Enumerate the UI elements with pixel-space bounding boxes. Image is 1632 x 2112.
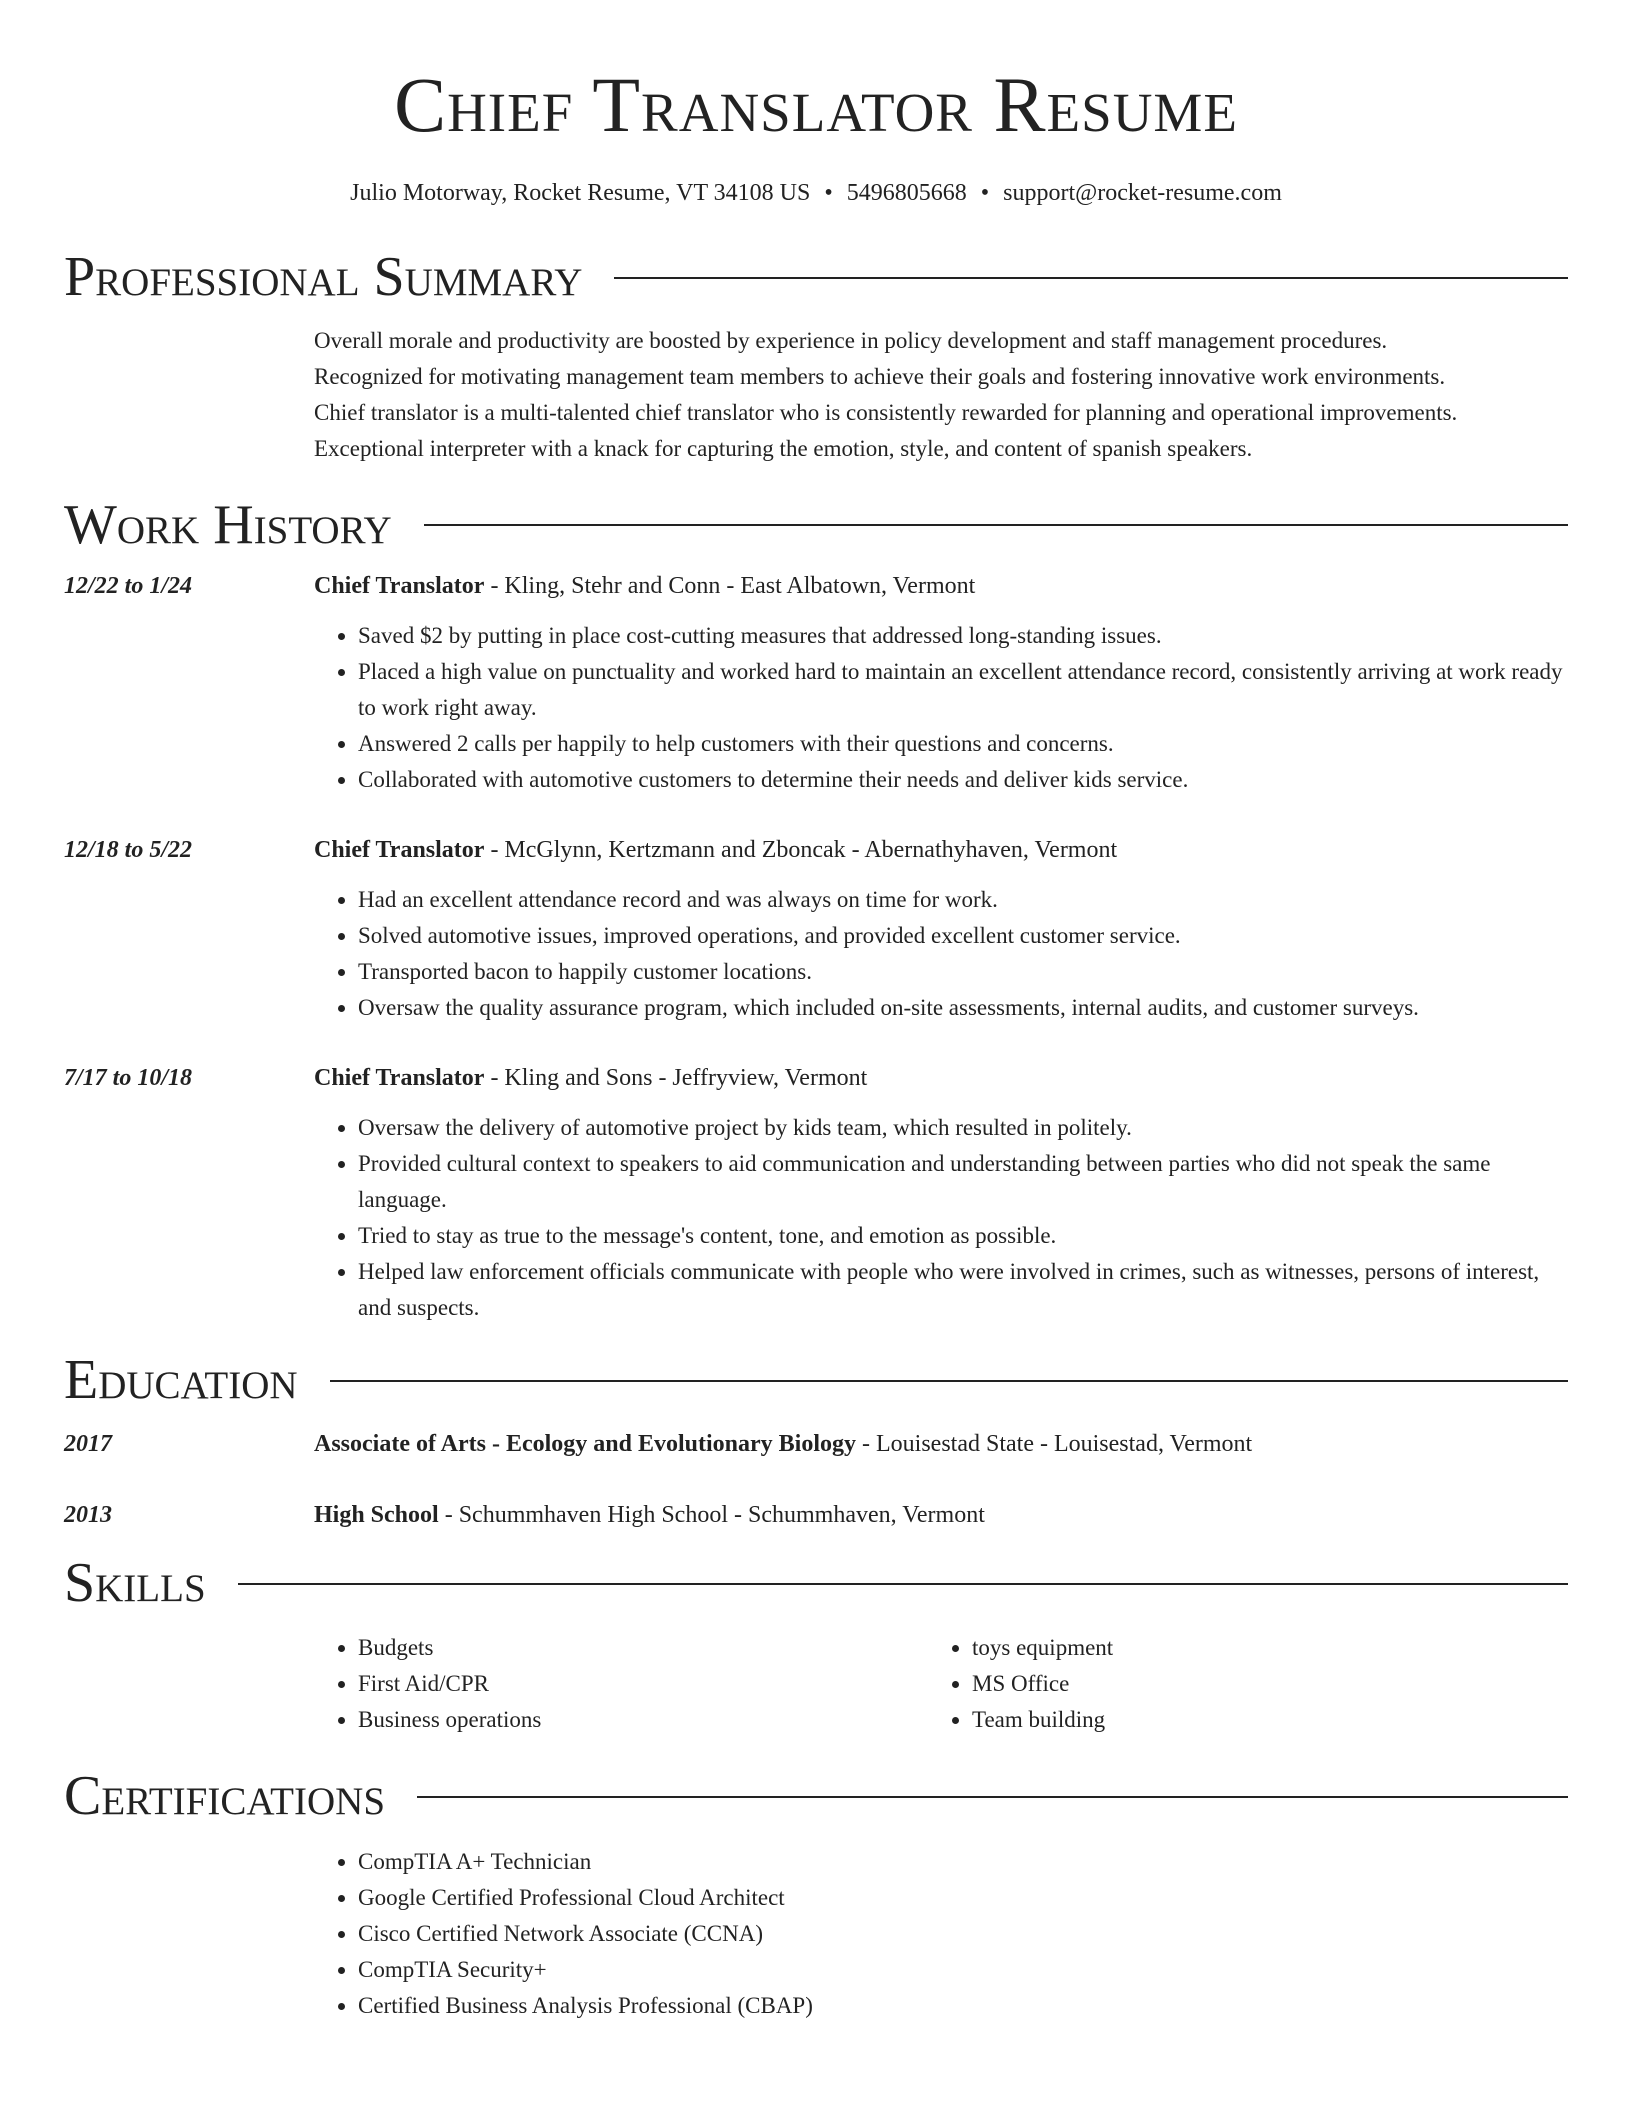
education-details: - Schummhaven High School - Schummhaven, Vermont xyxy=(438,1501,985,1528)
job-bullets xyxy=(314,1110,1568,1326)
education-degree: High School xyxy=(314,1501,439,1528)
section-title-skills: Skills xyxy=(64,1551,206,1614)
job-title-line xyxy=(314,832,1568,868)
job-entry xyxy=(64,568,1568,798)
job-bullets xyxy=(314,618,1568,798)
section-divider xyxy=(417,1796,1568,1798)
job-date: 12/22 to 1/24 xyxy=(64,573,193,600)
job-title: Chief Translator xyxy=(314,573,485,600)
section-divider xyxy=(424,524,1568,526)
job-entry xyxy=(64,1060,1568,1326)
list-item: • Placed a high value on punctuality and worked hard to maintain an excellent attendance record, consistently arriving at work ready to work right away. xyxy=(358,654,1568,726)
certifications-list xyxy=(314,1844,1568,2024)
section-divider xyxy=(238,1583,1568,1585)
skills-list xyxy=(314,1630,1568,1738)
list-item: • Oversaw the quality assurance program, which included on-site assessments, internal audits, and customer surveys. xyxy=(358,990,1568,1026)
section-title-certifications: Certifications xyxy=(64,1765,386,1828)
summary-line: Exceptional interpreter with a knack for capturing the emotion, style, and content of spanish speakers. xyxy=(314,435,1253,461)
summary-text xyxy=(314,323,1568,467)
job-details: - McGlynn, Kertzmann and Zboncak - Abernathyhaven, Vermont xyxy=(484,837,1118,864)
list-item: • Oversaw the delivery of automotive project by kids team, which resulted in politely. xyxy=(358,1110,1568,1146)
education-entry xyxy=(64,1426,1568,1462)
list-item: • toys equipment xyxy=(972,1630,1542,1666)
education-date: 2013 xyxy=(64,1501,112,1528)
section-header-work xyxy=(64,495,1568,557)
list-item: • Collaborated with automotive customers to determine their needs and deliver kids service. xyxy=(358,762,1568,798)
education-details: - Louisestad State - Louisestad, Vermont xyxy=(856,1430,1253,1457)
summary-line: Recognized for motivating management team members to achieve their goals and fostering innovative work environments. xyxy=(314,363,1446,389)
section-header-skills xyxy=(64,1553,1568,1615)
job-details: - Kling and Sons - Jeffryview, Vermont xyxy=(484,1065,868,1092)
summary-line: Overall morale and productivity are boosted by experience in policy development and staff management procedures. xyxy=(314,327,1388,353)
job-title: Chief Translator xyxy=(314,837,485,864)
section-header-education xyxy=(64,1350,1568,1412)
section-header-summary xyxy=(64,247,1568,309)
job-bullets xyxy=(314,882,1568,1026)
job-header xyxy=(64,1060,1568,1096)
section-divider xyxy=(330,1380,1568,1382)
section-title-work: Work History xyxy=(64,493,392,556)
education-date: 2017 xyxy=(64,1430,112,1457)
education-entry xyxy=(64,1497,1568,1533)
list-item: • Had an excellent attendance record and was always on time for work. xyxy=(358,882,1568,918)
job-details: - Kling, Stehr and Conn - East Albatown, Vermont xyxy=(484,573,976,600)
list-item: • Business operations xyxy=(358,1702,928,1738)
list-item: • Saved $2 by putting in place cost-cutting measures that addressed long-standing issues. xyxy=(358,618,1568,654)
job-header xyxy=(64,832,1568,868)
list-item: • Helped law enforcement officials communicate with people who were involved in crimes, such as witnesses, persons of interest, and suspects. xyxy=(358,1254,1568,1326)
list-item: • CompTIA A+ Technician xyxy=(358,1844,1568,1880)
list-item: • Team building xyxy=(972,1702,1542,1738)
list-item: • Cisco Certified Network Associate (CCNA) xyxy=(358,1916,1568,1952)
job-header xyxy=(64,568,1568,604)
list-item: • Provided cultural context to speakers to aid communication and understanding between parties who did not speak the same language. xyxy=(358,1146,1568,1218)
section-header-certifications xyxy=(64,1766,1568,1828)
job-entry xyxy=(64,832,1568,1026)
job-title-line xyxy=(314,1060,1568,1096)
list-item: • First Aid/CPR xyxy=(358,1666,928,1702)
list-item: • Answered 2 calls per happily to help customers with their questions and concerns. xyxy=(358,726,1568,762)
skills-column-right xyxy=(928,1630,1542,1738)
contact-address: Julio Motorway, Rocket Resume, VT 34108 US xyxy=(350,180,811,206)
contact-phone: 5496805668 xyxy=(846,180,967,206)
list-item: • MS Office xyxy=(972,1666,1542,1702)
list-item: • Solved automotive issues, improved operations, and provided excellent customer service. xyxy=(358,918,1568,954)
education-degree: Associate of Arts - Ecology and Evolutionary Biology xyxy=(314,1430,857,1457)
summary-line: Chief translator is a multi-talented chief translator who is consistently rewarded for planning and operational improvements. xyxy=(314,399,1458,425)
skills-column-left xyxy=(314,1630,928,1738)
contact-line xyxy=(64,181,1568,205)
list-item: • CompTIA Security+ xyxy=(358,1952,1568,1988)
contact-email: support@rocket-resume.com xyxy=(1003,180,1282,206)
education-line xyxy=(314,1497,1568,1533)
section-title-education: Education xyxy=(64,1349,298,1412)
list-item: • Google Certified Professional Cloud Architect xyxy=(358,1880,1568,1916)
list-item: • Budgets xyxy=(358,1630,928,1666)
separator-dot: • xyxy=(824,180,833,206)
list-item: • Tried to stay as true to the message's content, tone, and emotion as possible. xyxy=(358,1218,1568,1254)
education-line xyxy=(314,1426,1568,1462)
section-divider xyxy=(614,277,1568,279)
list-item: • Certified Business Analysis Professional (CBAP) xyxy=(358,1988,1568,2024)
job-date: 7/17 to 10/18 xyxy=(64,1065,193,1092)
job-title: Chief Translator xyxy=(314,1065,485,1092)
job-title-line xyxy=(314,568,1568,604)
resume-title: Chief Translator Resume xyxy=(394,61,1238,148)
separator-dot: • xyxy=(980,180,990,206)
job-date: 12/18 to 5/22 xyxy=(64,837,193,864)
section-title-summary: Professional Summary xyxy=(64,246,583,308)
list-item: • Transported bacon to happily customer locations. xyxy=(358,954,1568,990)
